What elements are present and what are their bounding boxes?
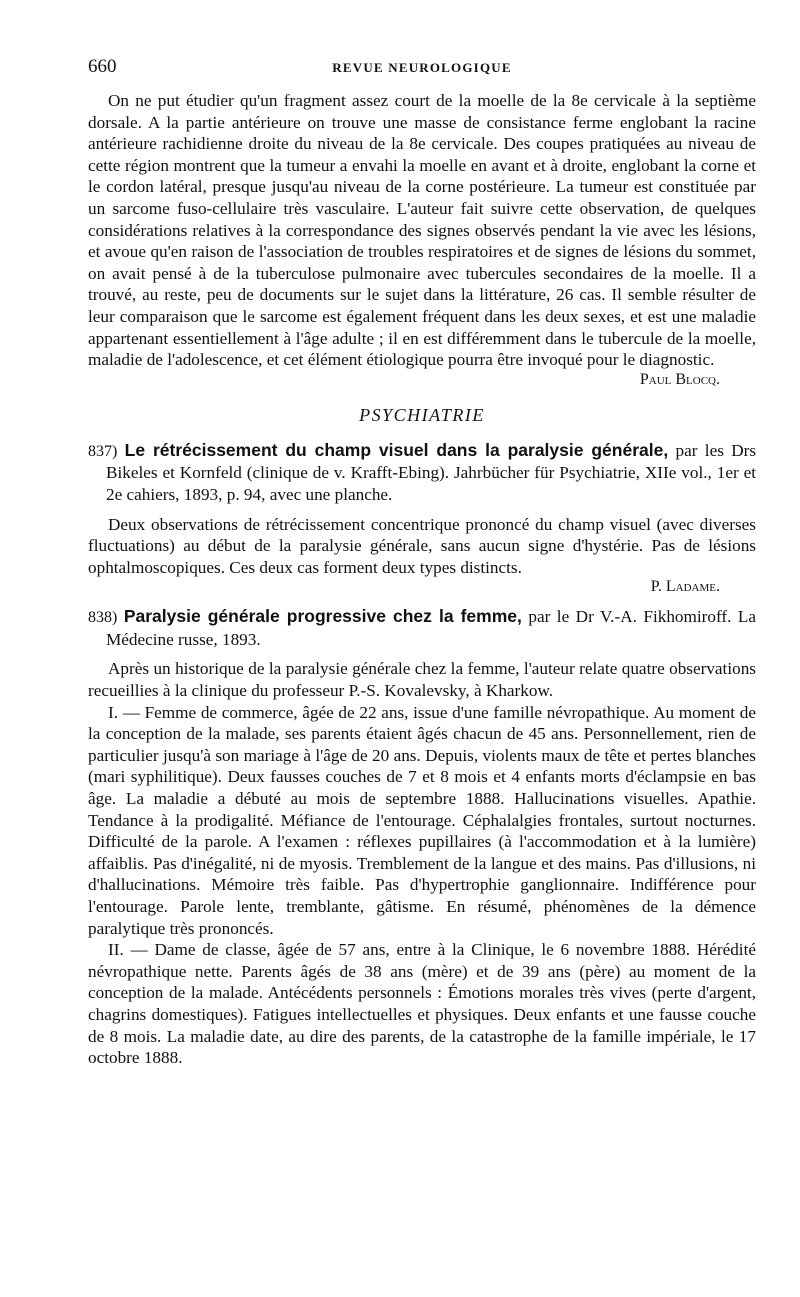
entry-838-paragraph-1: Après un historique de la paralysie générale chez la femme, l'auteur relate quatre observations recueillies à la clinique du professeur P.-S. Kovalevsky, à Kharkow.	[88, 659, 756, 701]
entry-837-number: 837)	[88, 442, 118, 460]
document-page	[88, 56, 756, 1069]
entry-837-body: Deux observations de rétrécissement concentrique prononcé du champ visuel (avec diverses fluctuations) au début de la paralysie générale, sans aucun signe d'hystérie. Pas de lésions ophtalmoscopiques. Ces deux cas forment deux types distincts.	[88, 514, 756, 577]
page-header	[88, 56, 756, 90]
entry-838-paragraph-2: I. — Femme de commerce, âgée de 22 ans, issue d'une famille névropathique. Au moment de la conception de la malade, ses parents étaient âgés chacun de 45 ans. Personnellement, rien de particulier jusqu'à son mariage à l'âge de 20 ans. Depuis, violents maux de tête et pertes blanches (mari syphilitique). Deux fausses couches de 7 et 8 mois et 4 enfants morts d'éclampsie en bas âge. La maladie a débuté au mois de septembre 1888. Hallucinations visuelles. Apathie. Tendance à la prodigalité. Méfiance de l'entourage. Céphalalgies frontales, surtout nocturnes. Difficulté de la parole. A l'examen : réflexes pupillaires (à l'accommodation et à la lumière) affaiblis. Pas d'inégalité, ni de myosis. Tremblement de la langue et des mains. Pas d'illusions, ni d'hallucinations. Mémoire très faible. Pas d'hypertrophie ganglionnaire. Indifférence pour l'entourage. Parole lente, tremblante, gâtisme. En résumé, phénomènes de la démence paralytique très prononcés.	[88, 702, 756, 938]
intro-signature: Paul Blocq.	[639, 370, 720, 388]
entry-838-heading	[88, 606, 756, 650]
entry-838-title: Paralysie générale progressive chez la femme,	[123, 606, 522, 627]
section-title: PSYCHIATRIE	[359, 404, 485, 425]
entry-837-byline: par les Drs Bikeles et Kornfeld (clinique de v. Krafft-Ebing). Jahrbücher für Psychiatrie, XIIe vol., 1er et 2e cahiers, 1893, p. 94, avec une planche.	[106, 440, 757, 504]
entry-837-title: Le rétrécissement du champ visuel dans la paralysie générale,	[124, 439, 669, 460]
entry-837-signature: P. Ladame.	[650, 578, 720, 596]
page-number: 660	[88, 56, 117, 77]
entry-838-paragraph-3: II. — Dame de classe, âgée de 57 ans, entre à la Clinique, le 6 novembre 1888. Hérédité névropathique nette. Parents âgés de 38 ans (mère) et de 39 ans (père) au moment de la conception de la malade. Antécédents personnels : Émotions morales très vives (perte d'argent, chagrins domestiques). Fatigues intellectuelles et physiques. Deux enfants et une fausse couche de 8 mois. La maladie date, au dire des parents, de la catastrophe de la famille impériale, le 17 octobre 1888.	[88, 940, 756, 1068]
entry-838-number: 838)	[88, 609, 118, 627]
running-head: REVUE NEUROLOGIQUE	[332, 60, 512, 75]
entry-837-heading	[88, 440, 756, 506]
intro-paragraph: On ne put étudier qu'un fragment assez court de la moelle de la 8e cervicale à la septième dorsale. A la partie antérieure on trouve une masse de consistance ferme englobant la racine antérieure rachidienne droite du niveau de la 8e cervicale. Des coupes pratiquées au niveau de cette région montrent que la tumeur a envahi la moelle en avant et à droite, englobant la corne et le cordon latéral, presque jusqu'au niveau de la corne postérieure. La tumeur est constituée par un sarcome fuso-cellulaire très vasculaire. L'auteur fait suivre cette observation, de quelques considérations relatives à la correspondance des signes observés pendant la vie avec les lésions, et avoue qu'en raison de l'association de troubles respiratoires et de signes de lésions du sommet, on avait pensé à de la tuberculose pulmonaire avec tubercules secondaires de la moelle. Il a trouvé, au reste, peu de documents sur le sujet dans la littérature, 26 cas. Il semble résulter de leur comparaison que le sarcome est également fréquent dans les deux sexes, et est une maladie appartenant essentiellement à l'âge adulte ; il en est différemment dans le tubercule de la moelle, maladie de l'adolescence, et cet élément étiologique pourra être invoqué pour le diagnostic.	[88, 91, 756, 370]
entry-838-byline: par le Dr V.-A. Fikhomiroff. La Médecine russe, 1893.	[106, 607, 757, 649]
